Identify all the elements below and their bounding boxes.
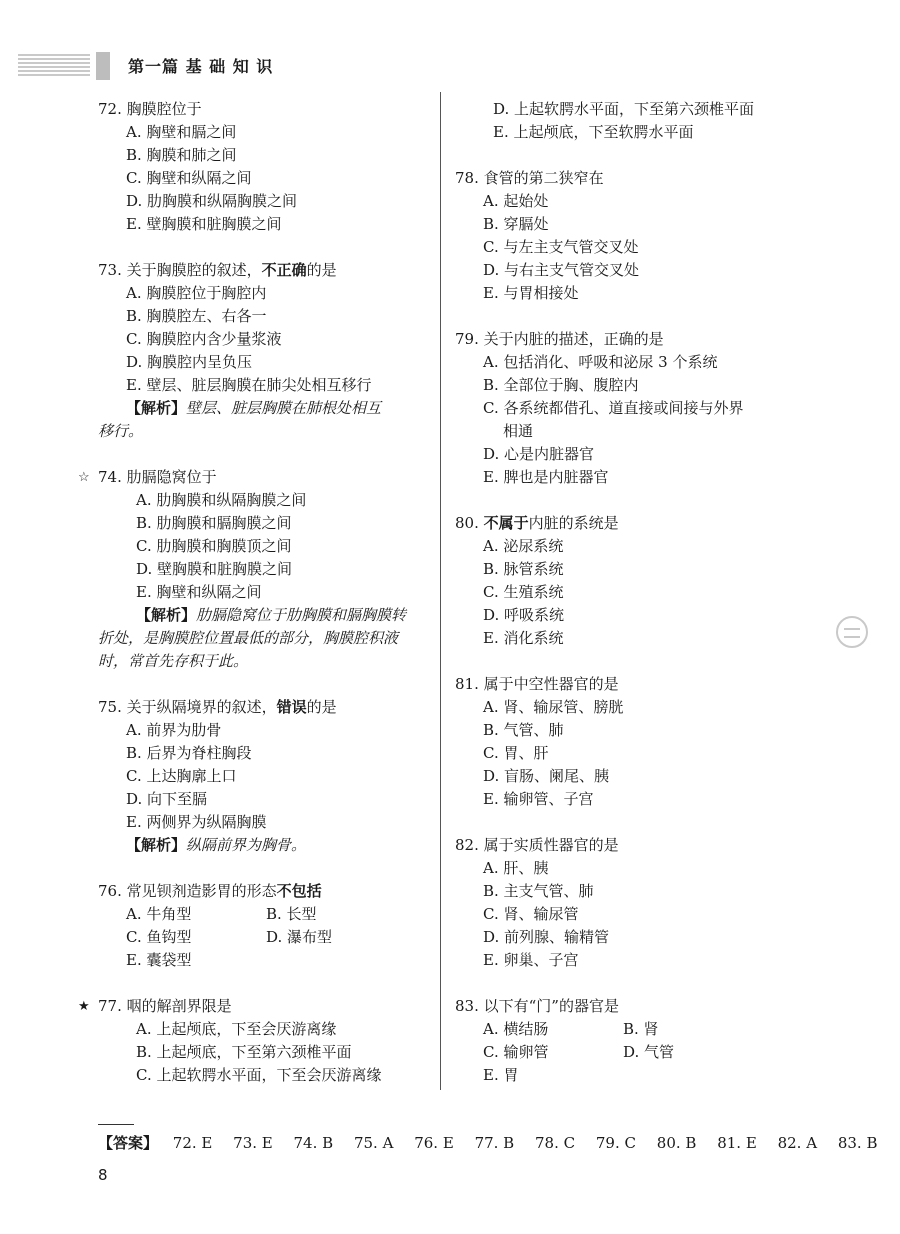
answer-item: 77. B xyxy=(474,1134,515,1152)
option-b: B. 肋胸膜和膈胸膜之间 xyxy=(136,514,292,532)
stem-emphasis: 错误 xyxy=(276,698,307,716)
option-b: B. 全部位于胸、腹腔内 xyxy=(483,376,639,394)
answer-item: 72. E xyxy=(172,1134,213,1152)
option-row xyxy=(98,903,428,926)
solid-star-icon: ★ xyxy=(78,999,90,1014)
option-e: E. 脾也是内脏器官 xyxy=(483,468,609,486)
explanation-continuation: 折处，是胸膜腔位置最低的部分，胸膜腔积液 xyxy=(98,629,399,647)
stem-text: 的是 xyxy=(306,698,337,716)
answer-item: 82. A xyxy=(777,1134,818,1152)
option-a: A. 前界为肋骨 xyxy=(126,721,222,739)
explanation xyxy=(98,604,428,627)
option-d: D. 心是内脏器官 xyxy=(483,445,595,463)
option-b: B. 脉管系统 xyxy=(483,560,564,578)
answer-tag: 【答案】 xyxy=(98,1134,159,1152)
option-a: A. 胸膜腔位于胸腔内 xyxy=(126,284,267,302)
option-b: B. 长型 xyxy=(266,905,317,923)
question-stem xyxy=(455,512,790,535)
option-a: A. 上起颅底，下至会厌游离缘 xyxy=(136,1020,337,1038)
question-stem: 72. 胸膜腔位于 xyxy=(98,100,202,118)
stem-text: 的是 xyxy=(306,261,337,279)
question-stem: 83. 以下有“门”的器官是 xyxy=(455,997,619,1015)
question-stem xyxy=(98,880,428,903)
option-c: C. 胸膜腔内含少量浆液 xyxy=(126,330,282,348)
question-76 xyxy=(98,880,428,972)
option-d: D. 瀑布型 xyxy=(266,928,333,946)
header-stripes xyxy=(18,54,90,78)
publisher-seal-icon xyxy=(836,616,868,648)
option-b: B. 胸膜腔左、右各一 xyxy=(126,307,267,325)
explanation-continuation: 移行。 xyxy=(98,422,144,440)
option-e: E. 两侧界为纵隔胸膜 xyxy=(126,813,267,831)
page-number: 8 xyxy=(98,1166,108,1184)
option-d: D. 向下至膈 xyxy=(126,790,208,808)
answer-rule xyxy=(98,1124,134,1125)
question-78 xyxy=(455,167,790,305)
question-81 xyxy=(455,673,790,811)
question-stem xyxy=(98,259,428,282)
question-79 xyxy=(455,328,790,489)
answer-item: 80. B xyxy=(656,1134,697,1152)
explanation-text: 纵隔前界为胸骨。 xyxy=(186,836,307,854)
option-c-continuation: 相通 xyxy=(503,422,534,440)
answer-item: 73. E xyxy=(233,1134,273,1152)
option-b: B. 主支气管、肺 xyxy=(483,882,594,900)
answer-key xyxy=(98,1132,893,1153)
header-bar xyxy=(96,52,110,80)
answer-item: 76. E xyxy=(414,1134,454,1152)
option-d: D. 与右主支气管交叉处 xyxy=(483,261,640,279)
option-c: C. 肋胸膜和胸膜顶之间 xyxy=(136,537,292,555)
option-a: A. 肾、输尿管、膀胱 xyxy=(483,698,624,716)
option-a: A. 横结肠 xyxy=(483,1020,549,1038)
question-80 xyxy=(455,512,790,650)
option-d: D. 呼吸系统 xyxy=(483,606,565,624)
option-c: C. 上起软腭水平面，下至会厌游离缘 xyxy=(136,1066,382,1084)
option-b: B. 气管、肺 xyxy=(483,721,564,739)
option-c: C. 胸壁和纵隔之间 xyxy=(126,169,252,187)
stem-emphasis: 不属于 xyxy=(483,514,529,532)
option-c: C. 各系统都借孔、道直接或间接与外界 xyxy=(483,399,744,417)
option-e: E. 上起颅底，下至软腭水平面 xyxy=(493,123,694,141)
option-d: D. 盲肠、阑尾、胰 xyxy=(483,767,610,785)
option-a: A. 肝、胰 xyxy=(483,859,549,877)
option-e: E. 与胃相接处 xyxy=(483,284,579,302)
question-stem xyxy=(98,696,428,719)
question-stem: 77. 咽的解剖界限是 xyxy=(98,997,232,1015)
option-c: C. 胃、肝 xyxy=(483,744,549,762)
running-header xyxy=(0,48,900,84)
option-c: C. 鱼钩型 xyxy=(126,928,192,946)
explanation-tag: 【解析】 xyxy=(126,399,187,417)
option-a: A. 包括消化、呼吸和泌尿 3 个系统 xyxy=(483,353,718,371)
question-82 xyxy=(455,834,790,972)
explanation-text: 肋膈隐窝位于肋胸膜和膈胸膜转 xyxy=(196,606,407,624)
question-74 xyxy=(78,466,428,673)
option-a: A. 牛角型 xyxy=(126,905,192,923)
option-e: E. 囊袋型 xyxy=(126,951,192,969)
option-e: E. 卵巢、子宫 xyxy=(483,951,579,969)
option-a: A. 泌尿系统 xyxy=(483,537,564,555)
option-d: D. 前列腺、输精管 xyxy=(483,928,610,946)
stem-text: 内脏的系统是 xyxy=(528,514,619,532)
question-73 xyxy=(98,259,428,443)
option-e: E. 输卵管、子宫 xyxy=(483,790,594,808)
option-e: E. 壁层、脏层胸膜在肺尖处相互移行 xyxy=(126,376,372,394)
explanation-continuation: 时，常首先存积于此。 xyxy=(98,652,249,670)
left-column xyxy=(78,98,428,1110)
option-c: C. 生殖系统 xyxy=(483,583,564,601)
option-b: B. 肾 xyxy=(623,1020,659,1038)
right-column xyxy=(455,98,790,1110)
chapter-title: 第一篇 基 础 知 识 xyxy=(128,57,274,76)
option-c: C. 输卵管 xyxy=(483,1043,549,1061)
question-75 xyxy=(98,696,428,857)
option-b: B. 上起颅底，下至第六颈椎平面 xyxy=(136,1043,352,1061)
option-d: D. 肋胸膜和纵隔胸膜之间 xyxy=(126,192,298,210)
option-a: A. 胸壁和膈之间 xyxy=(126,123,237,141)
option-e: E. 壁胸膜和脏胸膜之间 xyxy=(126,215,282,233)
question-stem: 74. 肋膈隐窝位于 xyxy=(98,468,217,486)
stem-text: 80. xyxy=(455,514,484,532)
stem-text: 76. 常见钡剂造影胃的形态 xyxy=(98,882,277,900)
option-c: C. 上达胸廓上口 xyxy=(126,767,237,785)
explanation xyxy=(98,397,428,420)
answer-item: 75. A xyxy=(353,1134,394,1152)
option-b: B. 穿膈处 xyxy=(483,215,549,233)
option-d: D. 气管 xyxy=(623,1043,675,1061)
explanation-tag: 【解析】 xyxy=(136,606,197,624)
answer-item: 74. B xyxy=(293,1134,334,1152)
question-stem: 79. 关于内脏的描述，正确的是 xyxy=(455,330,664,348)
option-e: E. 胃 xyxy=(483,1066,519,1084)
explanation-tag: 【解析】 xyxy=(126,836,187,854)
option-row xyxy=(98,926,428,949)
explanation-text: 壁层、脏层胸膜在肺根处相互 xyxy=(186,399,382,417)
answer-item: 79. C xyxy=(595,1134,636,1152)
column-divider xyxy=(440,92,441,1090)
explanation xyxy=(98,834,428,857)
option-d: D. 胸膜腔内呈负压 xyxy=(126,353,253,371)
option-d: D. 壁胸膜和脏胸膜之间 xyxy=(136,560,293,578)
question-stem: 82. 属于实质性器官的是 xyxy=(455,836,619,854)
question-stem: 81. 属于中空性器官的是 xyxy=(455,675,619,693)
stem-emphasis: 不包括 xyxy=(276,882,322,900)
question-77 xyxy=(78,995,428,1087)
option-a: A. 起始处 xyxy=(483,192,549,210)
option-c: C. 与左主支气管交叉处 xyxy=(483,238,639,256)
stem-text: 75. 关于纵隔境界的叙述， xyxy=(98,698,277,716)
question-72 xyxy=(98,98,428,236)
option-e: E. 胸壁和纵隔之间 xyxy=(136,583,262,601)
question-77-continued xyxy=(455,98,790,144)
stem-text: 73. 关于胸膜腔的叙述， xyxy=(98,261,262,279)
option-a: A. 肋胸膜和纵隔胸膜之间 xyxy=(136,491,307,509)
question-83 xyxy=(455,995,790,1087)
hollow-star-icon: ☆ xyxy=(78,470,90,485)
option-d: D. 上起软腭水平面，下至第六颈椎平面 xyxy=(493,100,755,118)
option-b: B. 后界为脊柱胸段 xyxy=(126,744,252,762)
answer-item: 78. C xyxy=(535,1134,576,1152)
option-row xyxy=(455,1041,790,1064)
answer-item: 81. E xyxy=(717,1134,757,1152)
stem-emphasis: 不正确 xyxy=(261,261,307,279)
option-b: B. 胸膜和肺之间 xyxy=(126,146,237,164)
option-row xyxy=(455,1018,790,1041)
question-stem: 78. 食管的第二狭窄在 xyxy=(455,169,604,187)
option-c: C. 肾、输尿管 xyxy=(483,905,579,923)
answer-item: 83. B xyxy=(837,1134,878,1152)
option-e: E. 消化系统 xyxy=(483,629,564,647)
